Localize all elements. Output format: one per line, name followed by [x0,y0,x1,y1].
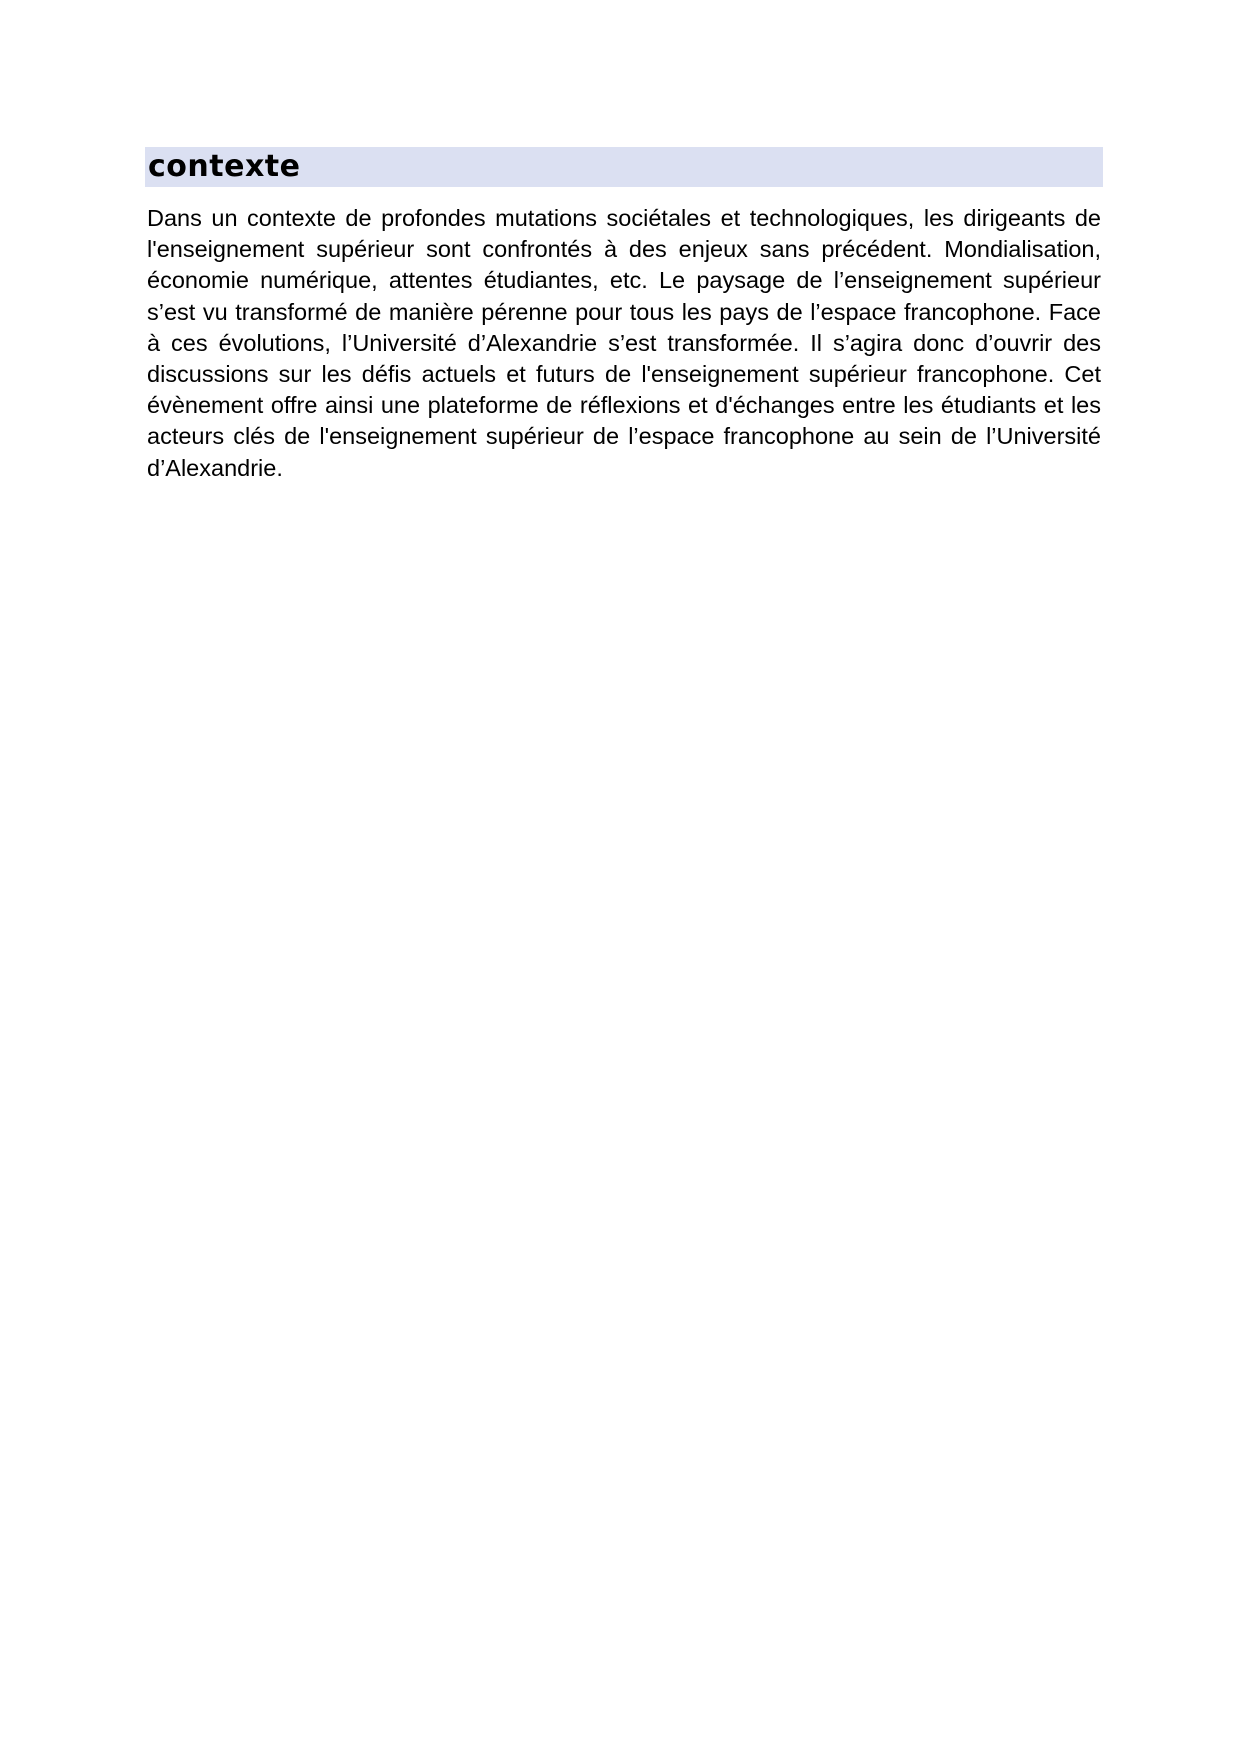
section-heading: contexte [148,149,301,184]
context-paragraph: Dans un contexte de profondes mutations sociétales et technologiques, les dirigeants de l'enseignement supérieur sont confrontés à des enjeux sans précédent. Mondialisation, économie numérique, attentes étudiantes, etc. Le paysage de l’enseignement supérieur s’est vu transformé de manière pérenne pour tous les pays de l’espace francophone. Face à ces évolutions, l’Université d’Alexandrie s’est transformée. Il s’agira donc d’ouvrir des discussions sur les défis actuels et futurs de l'enseignement supérieur francophone. Cet évènement offre ainsi une plateforme de réflexions et d'échanges entre les étudiants et les acteurs clés de l'enseignement supérieur de l’espace francophone au sein de l’Université d’Alexandrie. [147,205,1101,481]
section-heading-bar [145,147,1103,187]
